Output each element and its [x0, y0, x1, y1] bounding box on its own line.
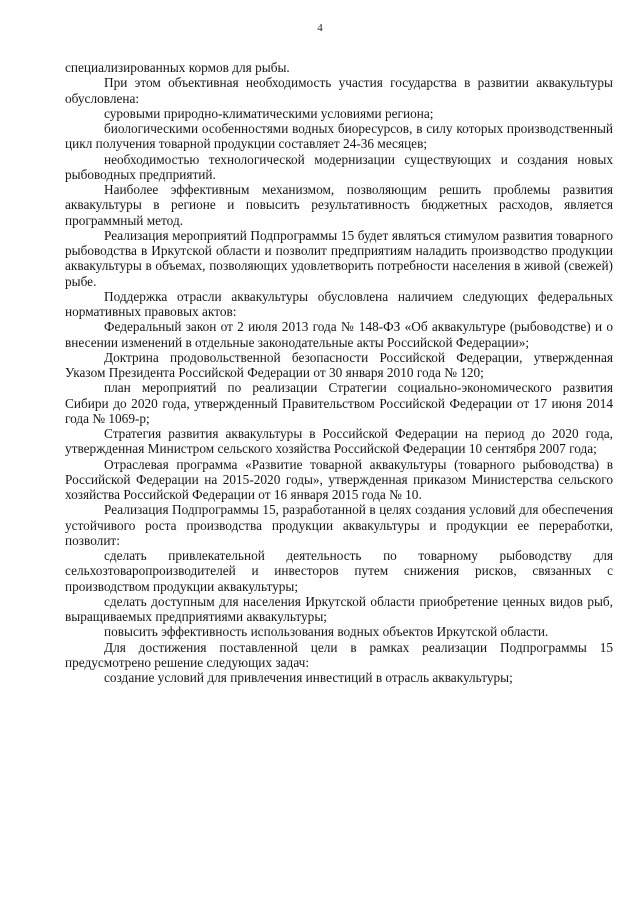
paragraph: Наиболее эффективным механизмом, позволяющим решить проблемы развития аквакультуры в регионе и повысить результативность бюджетных расходов, является программный метод.: [65, 182, 613, 228]
paragraph: биологическими особенностями водных биоресурсов, в силу которых производственный цикл получения товарной продукции составляет 24-36 месяцев;: [65, 121, 613, 152]
paragraph: сделать привлекательной деятельность по товарному рыбоводству для сельхозтоваропроизводителей и инвесторов путем снижения рисков, связанных с производством продукции аквакультуры;: [65, 548, 613, 594]
paragraph: Стратегия развития аквакультуры в Российской Федерации на период до 2020 года, утвержденная Министром сельского хозяйства Российской Федерации 10 сентября 2007 года;: [65, 426, 613, 457]
paragraph: Поддержка отрасли аквакультуры обусловлена наличием следующих федеральных нормативных правовых актов:: [65, 288, 613, 319]
paragraph: Федеральный закон от 2 июля 2013 года № 148-ФЗ «Об аквакультуре (рыбоводстве) и о внесении изменений в отдельные законодательные акты Российской Федерации»;: [65, 319, 613, 350]
paragraph: Для достижения поставленной цели в рамках реализации Подпрограммы 15 предусмотрено решение следующих задач:: [65, 639, 613, 670]
paragraph: При этом объективная необходимость участия государства в развитии аквакультуры обусловлена:: [65, 75, 613, 106]
paragraph: специализированных кормов для рыбы.: [65, 60, 290, 75]
paragraph: Реализация Подпрограммы 15, разработанной в целях создания условий для обеспечения устойчивого роста производства продукции аквакультуры и продукции ее переработки, позволит:: [65, 502, 613, 548]
paragraph: суровыми природно-климатическими условиями региона;: [104, 105, 434, 121]
paragraph: необходимостью технологической модернизации существующих и создания новых рыбоводных предприятий.: [65, 151, 613, 182]
paragraph: план мероприятий по реализации Стратегии социально-экономического развития Сибири до 2020 года, утвержденный Правительством Российской Федерации от 17 июня 2014 года № 1069-р;: [65, 380, 613, 426]
document-body: [65, 60, 613, 685]
page-number: 4: [317, 22, 323, 34]
paragraph: повысить эффективность использования водных объектов Иркутской области.: [104, 624, 549, 640]
paragraph: Доктрина продовольственной безопасности Российской Федерации, утвержденная Указом Президента Российской Федерации от 30 января 2010 года № 120;: [65, 349, 613, 380]
paragraph: Реализация мероприятий Подпрограммы 15 будет являться стимулом развития товарного рыбоводства в Иркутской области и позволит предприятиям наладить производство продукции аквакультуры в объемах, позволяющих удовлетворить потребности населения в живой (свежей) рыбе.: [65, 227, 613, 289]
paragraph: Отраслевая программа «Развитие товарной аквакультуры (товарного рыбоводства) в Российской Федерации на 2015-2020 годы», утвержденная приказом Министерства сельского хозяйства Российской Федерации от 16 января 2015 года № 10.: [65, 456, 613, 502]
paragraph: создание условий для привлечения инвестиций в отрасль аквакультуры;: [104, 670, 513, 685]
paragraph: сделать доступным для населения Иркутской области приобретение ценных видов рыб, выращиваемых предприятиями аквакультуры;: [65, 593, 613, 624]
